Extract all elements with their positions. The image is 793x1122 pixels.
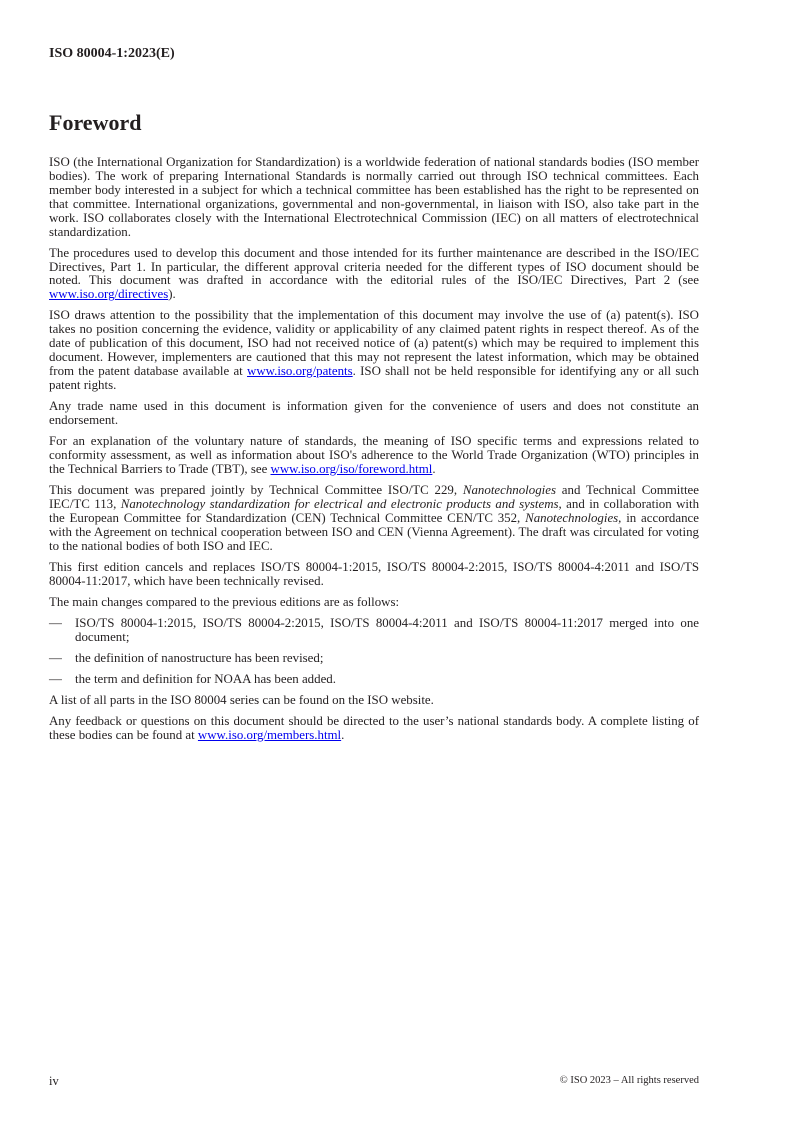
text: Any trade name used in this document is information given for the convenience of users and does not constitute an endorsement. <box>49 399 699 427</box>
list-item <box>49 617 699 645</box>
paragraph <box>49 715 699 743</box>
text: ). <box>168 287 176 302</box>
text: Any feedback or questions on this document should be directed to the user’s national standards body. A complete listing of these bodies can be found at <box>49 714 699 742</box>
copyright-notice: © ISO 2023 – All rights reserved <box>559 1075 699 1086</box>
paragraph <box>49 309 699 392</box>
paragraph <box>49 484 699 554</box>
text: . <box>432 461 436 476</box>
list-item-text: ISO/TS 80004-1:2015, ISO/TS 80004-2:2015, ISO/TS 80004-4:2011 and ISO/TS 80004-11:2017 merged into one document; <box>75 615 699 644</box>
paragraph <box>49 156 699 239</box>
paragraph <box>49 435 699 477</box>
dash-bullet: — <box>49 650 62 665</box>
text: in accordance with the Agreement on technical cooperation between ISO and CEN (Vienna Agreement). The draft was circulated for voting to the national bodies of both ISO and IEC. <box>49 510 699 553</box>
list-item-text: the definition of nanostructure has been revised; <box>75 650 324 665</box>
paragraph <box>49 247 699 303</box>
text: A list of all parts in the ISO 80004 series can be found on the ISO website. <box>49 692 434 707</box>
paragraph <box>49 694 699 708</box>
dash-bullet: — <box>49 615 62 630</box>
paragraph <box>49 561 699 589</box>
paragraph <box>49 596 699 610</box>
text: For an explanation of the voluntary nature of standards, the meaning of ISO specific terms and expressions related to conformity assessment, as well as information about ISO's adherence to the World Trade Organization (WTO) principles in the Technical Barriers to Trade (TBT), see <box>49 434 699 476</box>
text: . ISO shall not be held responsible for identifying any or all such patent rights. <box>49 364 699 392</box>
italic-title: Nanotechnologies, <box>525 510 622 525</box>
text: ISO (the International Organization for Standardization) is a worldwide federation of national standards bodies (ISO member bodies). The work of preparing International Standards is normally carried out through ISO technical committees. Each member body interested in a subject for which a technical committee has been established has the right to be represented on that committee. International organizations, governmental and non-governmental, in liaison with ISO, also take part in the work. ISO collaborates closely with the International Electrotechnical Commission (IEC) on all matters of electrotechnical standardization. <box>49 155 699 239</box>
list-item-text: the term and definition for NOAA has been added. <box>75 671 336 686</box>
foreword-body <box>49 156 699 750</box>
link[interactable]: www.iso.org/directives <box>49 287 169 302</box>
text: ISO draws attention to the possibility that the implementation of this document may involve the use of (a) patent(s). ISO takes no position concerning the evidence, validity or applicability of any claimed patent rights in respect thereof. As of the date of publication of this document, ISO had not received notice of (a) patent(s) which may be required to implement this document. However, implementers are cautioned that this may not represent the latest information, which may be obtained from the patent database available at <box>49 308 699 379</box>
text: and in collaboration with the European Committee for Standardization (CEN) Technical Committee CEN/TC 352, <box>49 496 700 525</box>
link[interactable]: www.iso.org/members.html <box>197 727 342 742</box>
text: . <box>341 727 345 742</box>
link[interactable]: www.iso.org/iso/foreword.html <box>270 461 433 476</box>
text: The procedures used to develop this document and those intended for its further maintenance are described in the ISO/IEC Directives, Part 1. In particular, the different approval criteria needed for the different types of ISO document should be noted. This document was drafted in accordance with the editorial rules of the ISO/IEC Directives, Part 2 (see <box>49 245 699 288</box>
page-title: Foreword <box>49 110 142 135</box>
text: The main changes compared to the previous editions are as follows: <box>49 594 400 609</box>
italic-title: Nanotechnology standardization for electrical and electronic products and systems, <box>120 496 562 511</box>
dash-bullet: — <box>49 671 62 686</box>
text: This first edition cancels and replaces ISO/TS 80004-1:2015, ISO/TS 80004-2:2015, ISO/TS 80004-4:2011 and ISO/TS 80004-11:2017, which have been technically revised. <box>49 559 699 588</box>
list-item <box>49 652 699 666</box>
document-id-header: ISO 80004-1:2023(E) <box>49 46 175 61</box>
list-item <box>49 673 699 687</box>
page-number: iv <box>49 1074 59 1088</box>
link[interactable]: www.iso.org/patents <box>247 364 353 379</box>
text: and Technical Committee IEC/TC 113, <box>49 482 699 511</box>
text: This document was prepared jointly by Technical Committee ISO/TC 229, <box>49 482 463 497</box>
paragraph <box>49 400 699 428</box>
italic-title: Nanotechnologies <box>462 482 556 497</box>
